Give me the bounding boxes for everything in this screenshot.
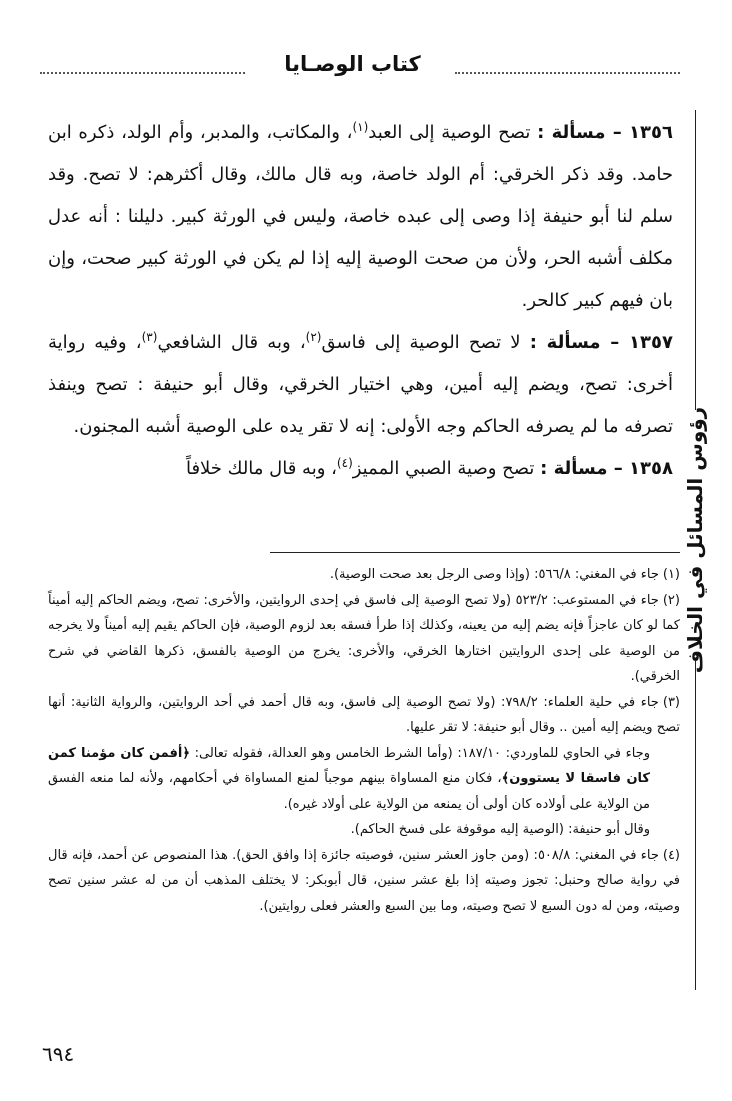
header-rule-right: [455, 72, 680, 74]
footnote-text: جاء في حلية العلماء: ٧٩٨/٢: (ولا تصح الوصية إلى فاسق، وبه قال أحمد في أحد الروايتين، والرواية الثانية: أنها تصح ويضم إليه أمين .. وقال أبو حنيفة: لا تقر عليها.: [48, 694, 680, 735]
side-book-title-text: رؤوس المسائل في الخلاف: [683, 406, 708, 674]
footnote-text: وقال أبو حنيفة: (الوصية إليه موقوفة على فسخ الحاكم).: [350, 822, 650, 837]
footnote-3: [48, 690, 680, 741]
footnote-ref: (٢): [305, 330, 322, 344]
issue-heading: ١٣٥٧ – مسألة :: [529, 332, 673, 353]
footnotes: [48, 562, 680, 919]
issue-text: ، وبه قال مالك خلافاً: [185, 458, 337, 479]
footnote-1: [48, 562, 680, 588]
footnote-ref: (٤): [336, 456, 353, 470]
issue-1357: [48, 322, 673, 448]
footnote-text: ، فكان منع المساواة بينهم موجباً لمنع المساواة في أحكامهم، ولأنه لما منعه الفسق من الولاية على أولاده كان أولى أن يمنعه من الولاية على أولاد غيره).: [48, 771, 650, 812]
side-rule-top: [695, 110, 696, 410]
footnote-divider: [270, 552, 680, 553]
footnote-text: جاء في المستوعب: ٥٢٣/٢ (ولا تصح الوصية إلى فاسق في إحدى الروايتين، والأخرى: تصح، ويضم الحاكم إليه أميناً كما لو كان عاجزاً فإنه يضم إليه من يعينه، وكذلك إذا طرأ فسقه بعد لزوم الوصية، فإن الحاكم يقيم إليه أميناً ولا يخرجه من الوصية على إحدى الروايتين اختارها الخرقي، والأخرى: يخرج من الوصية بالفسق، ذكرها القاضي في شرح الخرقي).: [48, 592, 680, 684]
footnote-text: جاء في المغني: ٥٠٨/٨: (ومن جاوز العشر سنين، فوصيته جائزة إذا وافق الحق). هذا المنصوص عن أحمد، فإنه قال في رواية صالح وحنبل: تجوز وصيته إذا بلغ عشر سنين، قال أبوبكر: لا يختلف المذهب أن من له عشر سنين تصح وصيته، ومن له دون السبع لا تصح وصيته، وما بين السبع والعشر فعلى روايتين).: [48, 847, 680, 914]
quran-verse: ﴿أفمن كان مؤمنا كمن كان فاسقا لا يستوون﴾: [48, 745, 650, 786]
issue-text: ، والمكاتب، والمدبر، وأم الولد، ذكره ابن حامد. وقد ذكر الخرقي: أم الولد خاصة، وبه قال مالك، وقال أكثرهم: لا تصح. وقد سلم لنا أبو حنيفة إذا وصى إلى عبده خاصة، وليس في الورثة كبير. دليلنا : أنه عدل مكلف أشبه الحر، ولأن من صحت الوصية إليه إذا لم يكن في الورثة كبير صحت، وإن بان فيهم كبير كالحر.: [48, 122, 673, 311]
footnote-number: (٢): [662, 592, 680, 608]
chapter-title: كتاب الوصـايا: [284, 52, 421, 76]
footnote-number: (٣): [662, 694, 680, 710]
issue-1356: [48, 112, 673, 322]
footnote-text: جاء في المغني: ٥٦٦/٨: (وإذا وصى الرجل بعد صحت الوصية).: [329, 567, 659, 582]
issue-text: ، وفيه رواية أخرى: تصح، ويضم إليه أمين، وهي اختيار الخرقي، وقال أبو حنيفة : تصح وينفذ تصرفه ما لم يصرفه الحاكم وجه الأولى: إنه لا تقر يده على الوصية أشبه المجنون.: [48, 332, 673, 437]
main-text: [48, 112, 673, 490]
issue-text: تصح الوصية إلى العبد: [368, 122, 531, 143]
page-number: ٦٩٤: [42, 1042, 75, 1066]
footnote-3-continued: [48, 741, 680, 818]
issue-heading: ١٣٥٦ – مسألة :: [537, 122, 673, 143]
side-rule-bottom: [695, 660, 696, 990]
footnote-4: [48, 843, 680, 920]
footnote-ref: (١): [352, 120, 369, 134]
footnote-2: [48, 588, 680, 690]
issue-text: تصح وصية الصبي المميز: [352, 458, 535, 479]
header-rule-left: [40, 72, 245, 74]
issue-1358: [48, 448, 673, 490]
footnote-ref: (٣): [141, 330, 158, 344]
footnote-text: وجاء في الحاوي للماوردي: ١٨٧/١٠: (وأما الشرط الخامس وهو العدالة، فقوله تعالى:: [194, 745, 650, 761]
footnote-3-abu-hanifa: [48, 817, 680, 843]
running-header: [40, 44, 680, 84]
footnote-number: (٤): [662, 847, 680, 863]
issue-text: لا تصح الوصية إلى فاسق: [321, 332, 521, 353]
issue-text: ، وبه قال الشافعي: [157, 332, 306, 353]
issue-heading: ١٣٥٨ – مسألة :: [540, 458, 673, 479]
footnote-number: (١): [662, 567, 680, 582]
